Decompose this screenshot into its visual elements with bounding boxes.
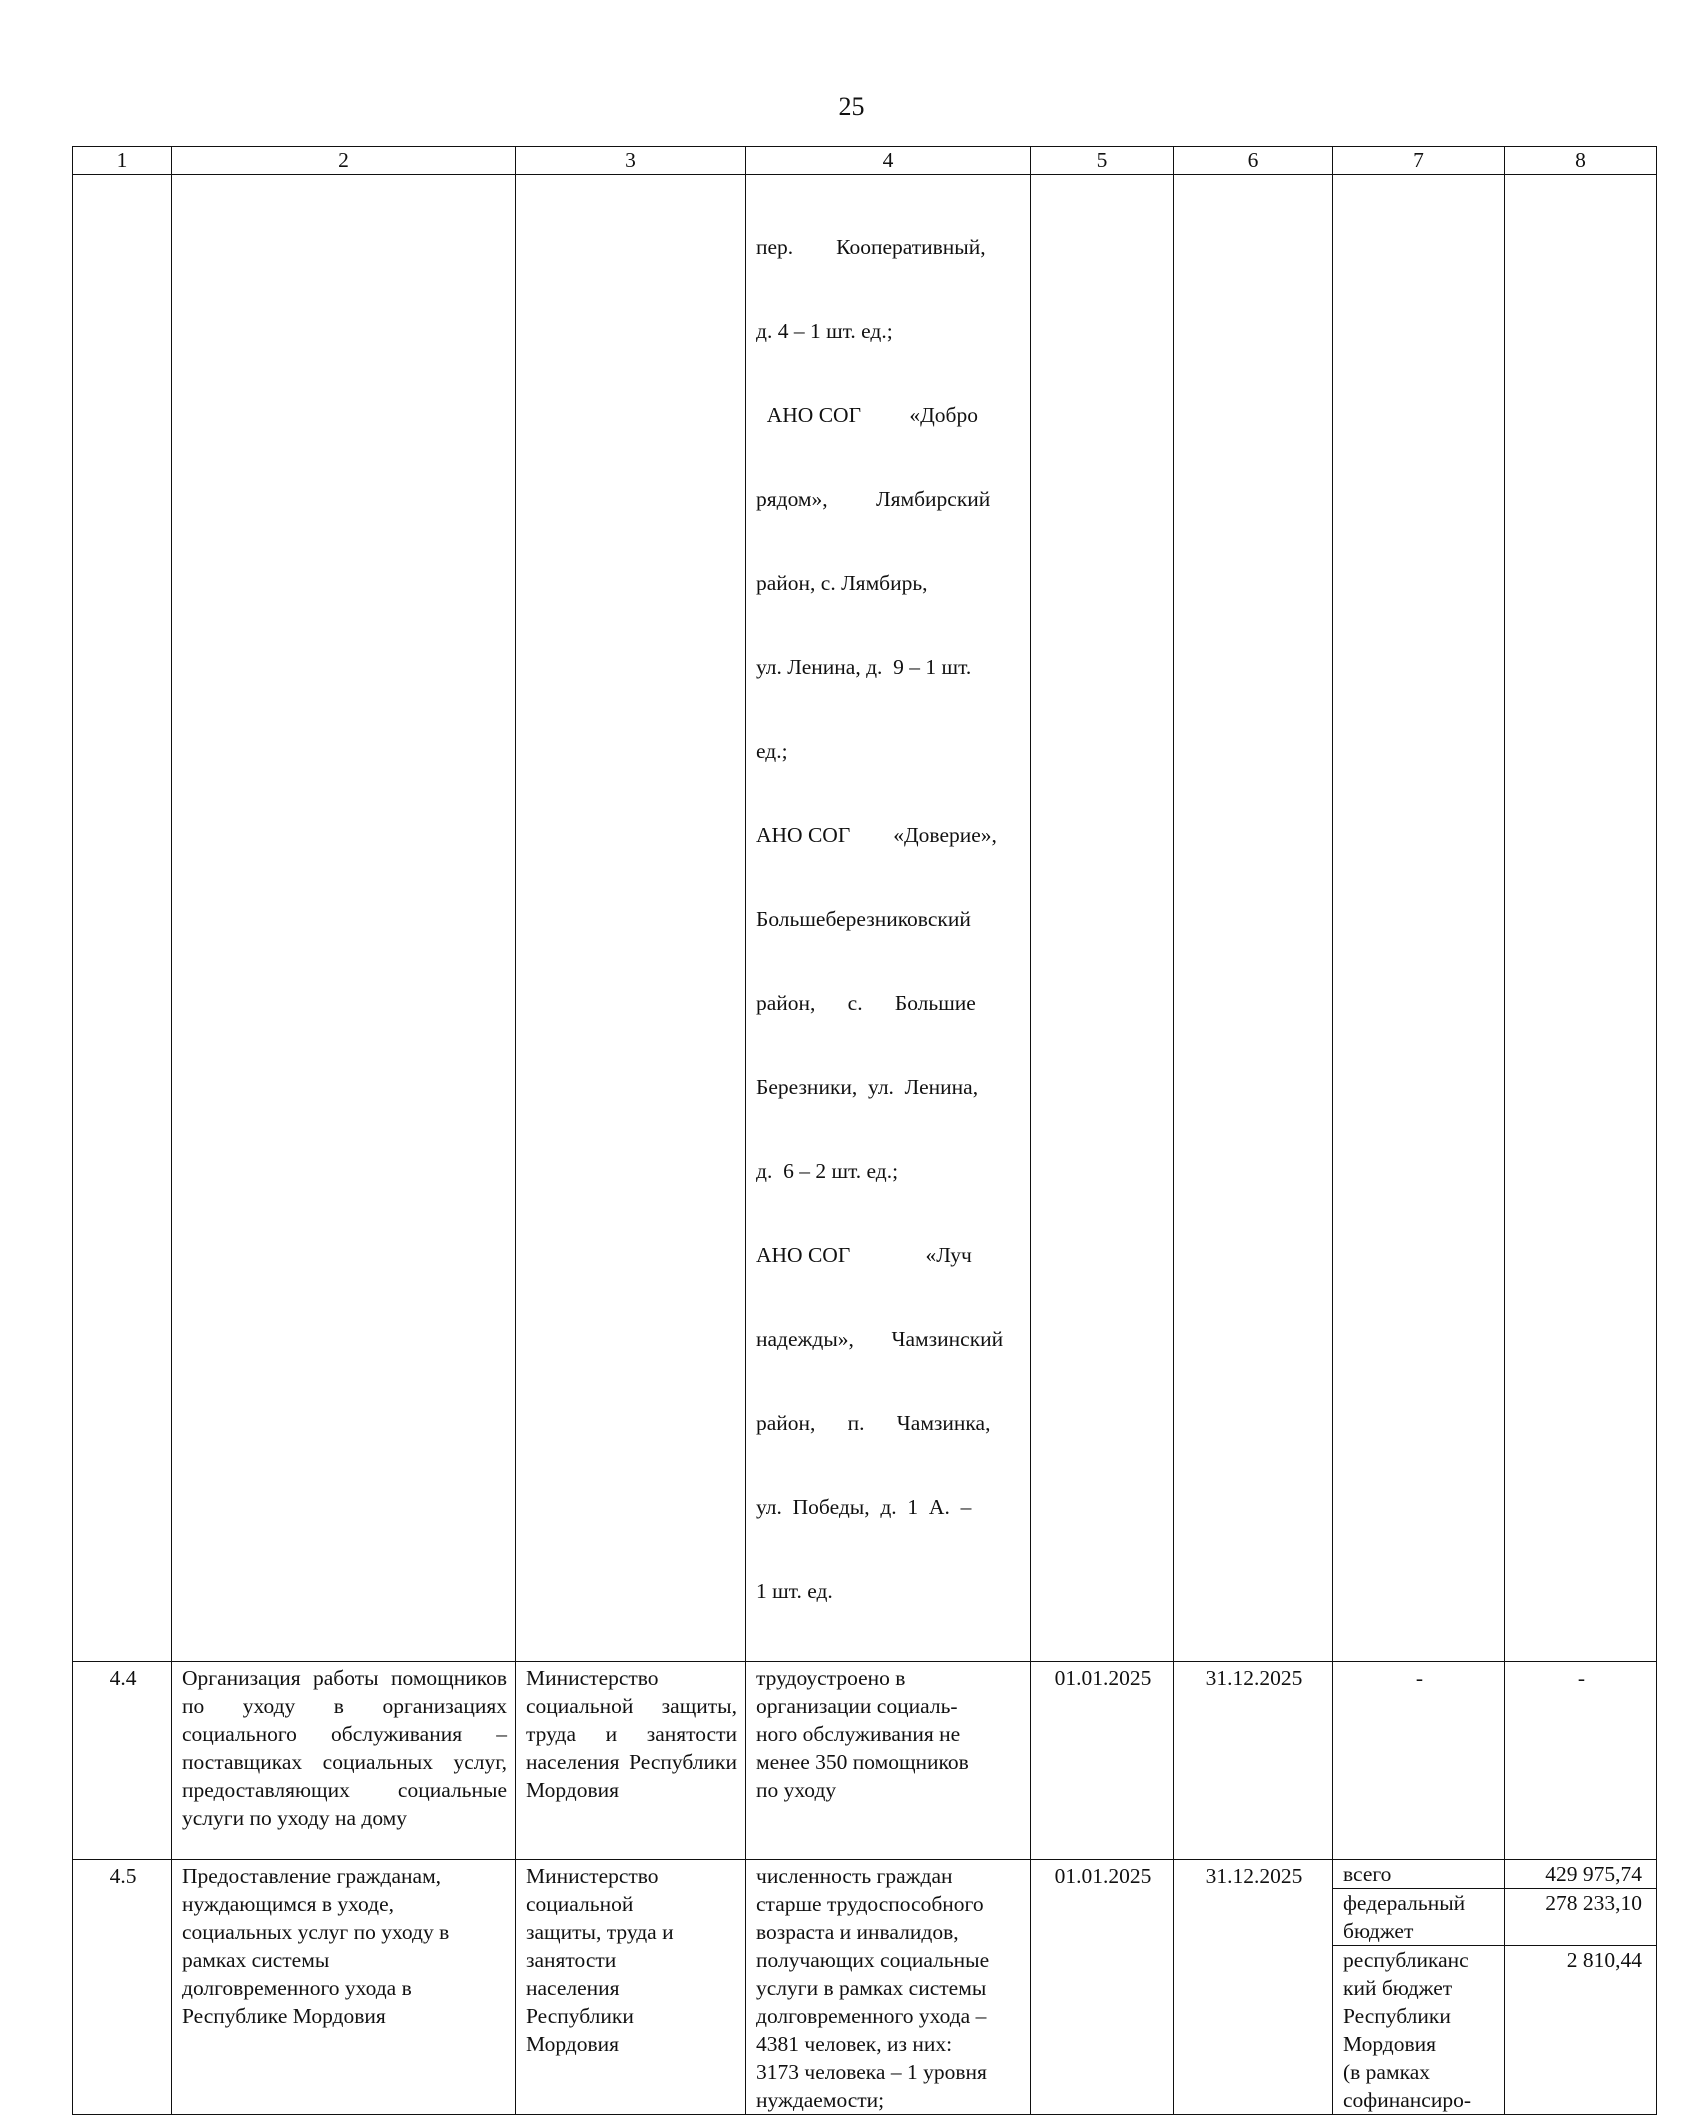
funding-amount: - [1505, 1662, 1657, 1860]
result-line: ул. Ленина, д. 9 – 1 шт. [756, 655, 972, 679]
continuation-row [73, 175, 1657, 1662]
result-line: д. 6 – 2 шт. ед.; [756, 1159, 899, 1183]
result-line: АНО СОГ «Луч [756, 1243, 972, 1267]
activities-table [72, 146, 1657, 2115]
executor: Министерство социальной защиты, труда и занятости населения Республики Мордовия [516, 1662, 746, 1860]
result-indicator: трудоустроено в организации социаль- ного обслуживания не менее 350 помощников по уходу [746, 1662, 1031, 1860]
column-header: 7 [1333, 147, 1505, 175]
result-line: ед.; [756, 739, 788, 763]
column-header: 3 [516, 147, 746, 175]
result-line: район, с. Большие [756, 991, 976, 1015]
result-line: надежды», Чамзинский [756, 1327, 1004, 1351]
executor: Министерство социальной защиты, труда и занятости населения Республики Мордовия [516, 1860, 746, 2115]
result-indicator: численность граждан старше трудоспособного возраста и инвалидов, получающих социальные услуги в рамках системы долговременного ухода – 4381 человек, из них: 3173 человека – 1 уровня нуждаемости; [746, 1860, 1031, 2115]
funding-source: - [1333, 1662, 1505, 1860]
funding-source: республиканс кий бюджет Республики Мордовия (в рамках софинансиро- [1343, 1948, 1471, 2112]
result-line: Большеберезниковский [756, 907, 971, 931]
result-line: д. 4 – 1 шт. ед.; [756, 319, 893, 343]
funding-source: федеральный бюджет [1333, 1889, 1504, 1946]
empty-cell [172, 175, 516, 1662]
column-header-row [73, 147, 1657, 175]
empty-cell [1505, 175, 1657, 1662]
column-header: 2 [172, 147, 516, 175]
funding-amount: 278 233,10 [1505, 1889, 1656, 1946]
activity-name: Предоставление гражданам, нуждающимся в уходе, социальных услуг по уходу в рамках системы долговременного ухода в Республике Мордовия [172, 1860, 516, 2115]
start-date: 01.01.2025 [1031, 1860, 1174, 2115]
end-date: 31.12.2025 [1174, 1860, 1333, 2115]
empty-cell [1174, 175, 1333, 1662]
empty-cell [73, 175, 172, 1662]
column-header: 1 [73, 147, 172, 175]
empty-cell [1031, 175, 1174, 1662]
result-line: 1 шт. ед. [756, 1579, 833, 1603]
funding-source: всего [1333, 1860, 1504, 1889]
funding-amount: 2 810,44 [1566, 1948, 1642, 1972]
row-number: 4.4 [73, 1662, 172, 1860]
activity-name: Организация работы помощников по уходу в организациях социального обслуживания – поставщиках социальных услуг, предоставляющих социальные услуги по уходу на дому [172, 1662, 516, 1860]
table-row [73, 1860, 1657, 2115]
funding-amount: 429 975,74 [1505, 1860, 1656, 1889]
column-header: 8 [1505, 147, 1657, 175]
column-header: 4 [746, 147, 1031, 175]
row-number: 4.5 [73, 1860, 172, 2115]
result-line: АНО СОГ «Добро [756, 403, 978, 427]
result-line: Березники, ул. Ленина, [756, 1075, 979, 1099]
result-line: рядом», Лямбирский [756, 487, 991, 511]
result-line: пер. Кооперативный, [756, 235, 986, 259]
page-number: 25 [838, 92, 865, 121]
continuation-result-cell [746, 175, 1031, 1662]
empty-cell [1333, 175, 1505, 1662]
result-line: ул. Победы, д. 1 А. – [756, 1495, 972, 1519]
funding-amounts [1505, 1860, 1657, 2115]
empty-cell [516, 175, 746, 1662]
column-header: 6 [1174, 147, 1333, 175]
table-row [73, 1662, 1657, 1860]
result-line: район, п. Чамзинка, [756, 1411, 991, 1435]
funding-sources [1333, 1860, 1505, 2115]
column-header: 5 [1031, 147, 1174, 175]
start-date: 01.01.2025 [1031, 1662, 1174, 1860]
result-line: АНО СОГ «Доверие», [756, 823, 997, 847]
result-line: район, с. Лямбирь, [756, 571, 928, 595]
end-date: 31.12.2025 [1174, 1662, 1333, 1860]
